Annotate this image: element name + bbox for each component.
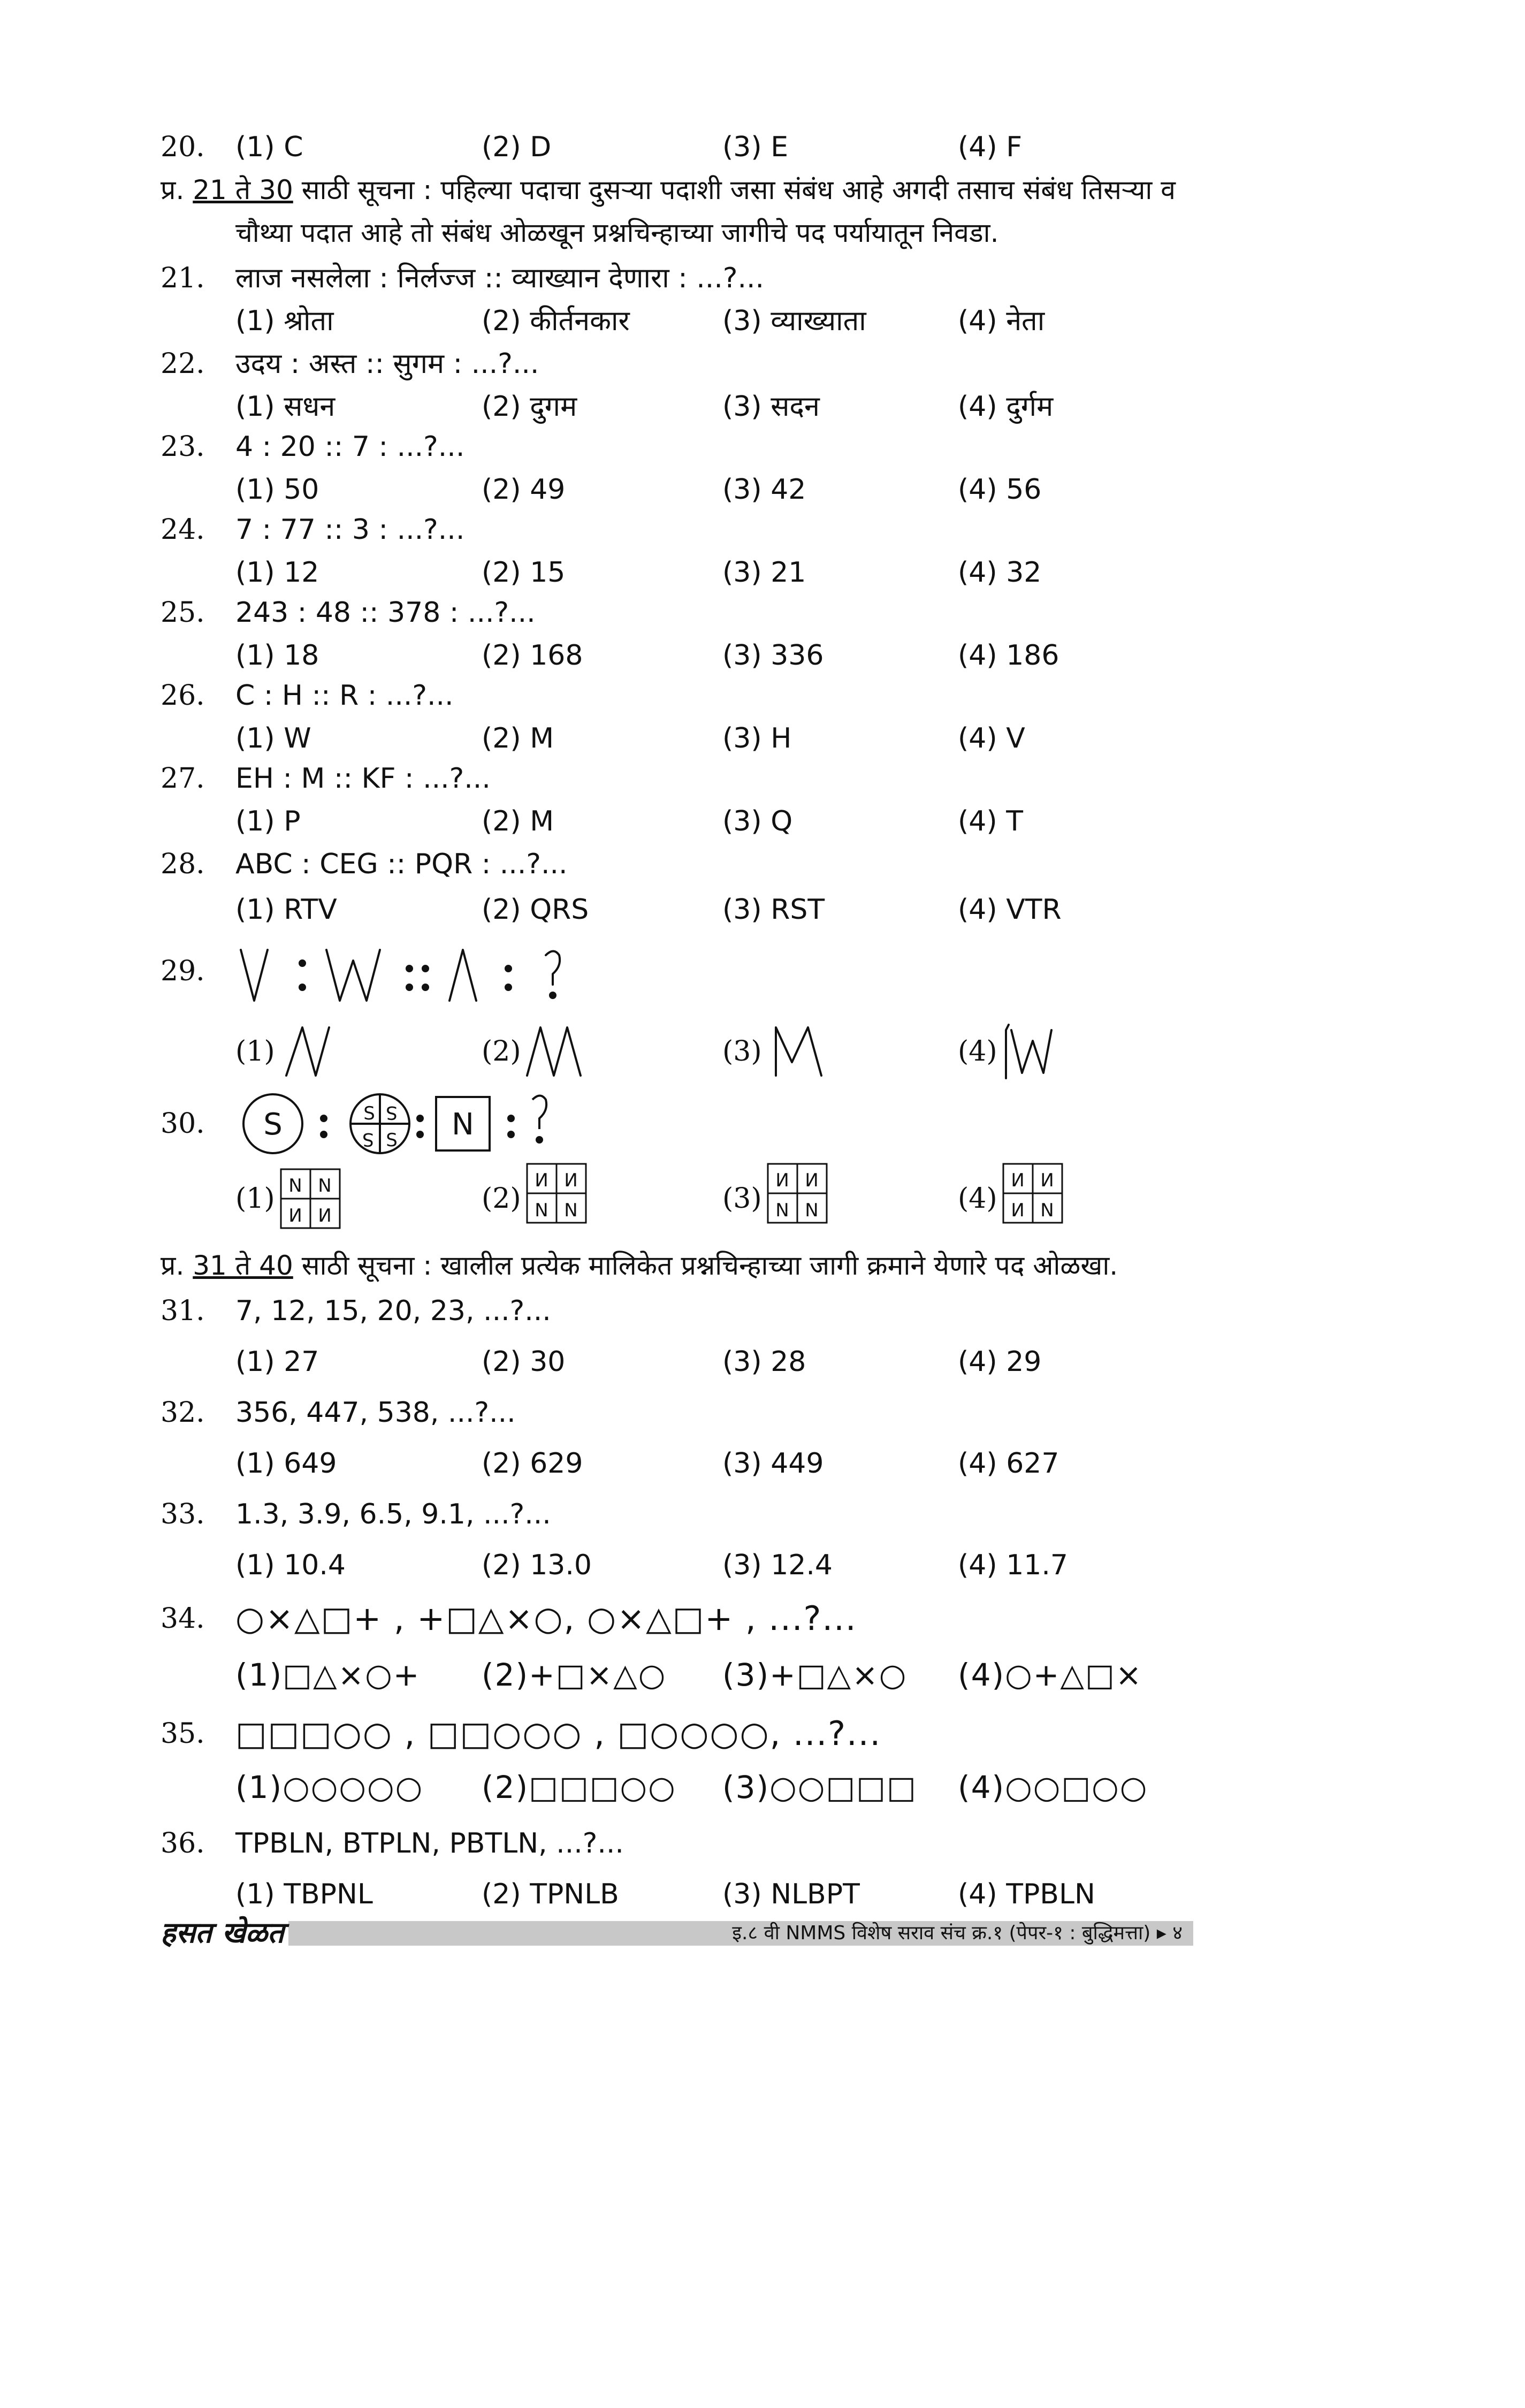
- option-3[interactable]: (3): [722, 1183, 762, 1215]
- option-4[interactable]: (4) T: [958, 805, 1023, 837]
- svg-text:S: S: [386, 1102, 398, 1123]
- option-3[interactable]: (3) Q: [722, 805, 793, 837]
- option-2[interactable]: (2) M: [482, 722, 554, 755]
- option-4[interactable]: (4) 56: [958, 474, 1042, 506]
- q29-option-figures: [235, 1019, 1070, 1084]
- option-4[interactable]: (4) 32: [958, 557, 1042, 589]
- option-4-figure: [1006, 1025, 1009, 1078]
- question-text: 1.3, 3.9, 6.5, 9.1, ...?...: [235, 1498, 551, 1530]
- question-number: 32.: [161, 1397, 205, 1429]
- option-2[interactable]: (2) 168: [482, 639, 583, 672]
- question-number: 26.: [161, 680, 205, 712]
- option-1[interactable]: (1): [235, 1183, 275, 1215]
- question-mark: [546, 951, 560, 985]
- question-number: 33.: [161, 1498, 205, 1530]
- svg-text:N: N: [1040, 1200, 1054, 1221]
- svg-text:N: N: [564, 1170, 578, 1191]
- option-2[interactable]: (2): [482, 1035, 521, 1068]
- question-text: लाज नसलेला : निर्लज्ज :: व्याख्यान देणारा : ...?...: [235, 262, 765, 294]
- instruction-21-30-line2: [235, 217, 998, 249]
- option-2[interactable]: (2) दुगम: [482, 391, 577, 423]
- instruction-prefix: प्र.: [161, 1250, 185, 1281]
- option-4[interactable]: (4) 11.7: [958, 1549, 1068, 1581]
- option-3[interactable]: (3) RST: [722, 894, 825, 926]
- letter-n: N: [452, 1107, 474, 1142]
- question-number: 35.: [161, 1718, 205, 1750]
- option-3[interactable]: (3) 21: [722, 557, 806, 589]
- question-text: उदय : अस्त :: सुगम : ...?...: [235, 348, 539, 380]
- option-3[interactable]: (3) 28: [722, 1346, 806, 1378]
- option-1-figure: [286, 1027, 329, 1076]
- question-text: 7, 12, 15, 20, 23, ...?...: [235, 1295, 551, 1327]
- question-number: 31.: [161, 1295, 205, 1327]
- svg-text:N: N: [1040, 1170, 1054, 1191]
- inverted-v-shape: [449, 950, 476, 1001]
- svg-text:N: N: [775, 1200, 789, 1221]
- option-2[interactable]: (2)□□□○○: [482, 1769, 676, 1805]
- svg-text:N: N: [288, 1205, 302, 1226]
- option-3[interactable]: (3)○○□□□: [722, 1769, 917, 1805]
- svg-text:N: N: [564, 1200, 578, 1221]
- option-1[interactable]: (1) C: [235, 131, 303, 163]
- option-1[interactable]: (1) 10.4: [235, 1549, 346, 1581]
- option-3[interactable]: (3) 12.4: [722, 1549, 833, 1581]
- question-number: 20.: [161, 131, 205, 163]
- option-3[interactable]: (3) व्याख्याता: [722, 305, 866, 337]
- instruction-text-2: चौथ्या पदात आहे तो संबंध ओळखून प्रश्नचिन्हाच्या जागीचे पद पर्यायातून निवडा.: [235, 217, 999, 248]
- option-3[interactable]: (3) सदन: [722, 391, 820, 423]
- question-text: 356, 447, 538, ...?...: [235, 1397, 516, 1429]
- question-number: 25.: [161, 597, 205, 629]
- colon-dot: [300, 985, 305, 990]
- option-2[interactable]: (2)+□×△○: [482, 1657, 667, 1693]
- option-1[interactable]: (1) 27: [235, 1346, 319, 1378]
- option-2[interactable]: (2) 49: [482, 474, 566, 506]
- option-1[interactable]: (1) TBPNL: [235, 1878, 373, 1910]
- v-shape: [241, 950, 268, 1001]
- option-2[interactable]: (2) 30: [482, 1346, 566, 1378]
- instruction-range: 31 ते 40: [193, 1250, 293, 1281]
- option-2[interactable]: (2) 13.0: [482, 1549, 592, 1581]
- option-4[interactable]: (4) TPBLN: [958, 1878, 1095, 1910]
- option-3[interactable]: (3) 42: [722, 474, 806, 506]
- option-2[interactable]: (2): [482, 1183, 521, 1215]
- option-2[interactable]: (2) TPNLB: [482, 1878, 619, 1910]
- option-2[interactable]: (2) D: [482, 131, 552, 163]
- question-number: 30.: [161, 1108, 205, 1140]
- svg-text:N: N: [535, 1170, 548, 1191]
- option-4[interactable]: (4) VTR: [958, 894, 1062, 926]
- option-3[interactable]: (3) H: [722, 722, 792, 755]
- option-2[interactable]: (2) कीर्तनकार: [482, 305, 630, 337]
- question-text: TPBLN, BTPLN, PBTLN, ...?...: [235, 1827, 624, 1860]
- option-3[interactable]: (3) 449: [722, 1447, 824, 1480]
- question-text: 7 : 77 :: 3 : ...?...: [235, 514, 465, 546]
- option-1[interactable]: (1) 649: [235, 1447, 337, 1480]
- svg-text:N: N: [805, 1200, 819, 1221]
- question-text: □□□○○ , □□○○○ , □○○○○, ...?...: [235, 1714, 882, 1753]
- option-2[interactable]: (2) 15: [482, 557, 566, 589]
- instruction-text: साठी सूचना : खालील प्रत्येक मालिकेत प्रश्नचिन्हाच्या जागी क्रमाने येणारे पद ओळखा.: [301, 1250, 1118, 1281]
- letter-s: S: [263, 1107, 283, 1142]
- option-4[interactable]: (4) 186: [958, 639, 1059, 672]
- question-number: 34.: [161, 1603, 205, 1635]
- option-4[interactable]: (4)○○□○○: [958, 1769, 1148, 1805]
- instruction-31-40: [161, 1249, 1118, 1282]
- question-mark: [532, 1096, 546, 1130]
- q30-figure-series: [235, 1086, 610, 1161]
- brand-logo: हसत खेळत: [161, 1911, 288, 1951]
- option-4[interactable]: (4)○+△□×: [958, 1657, 1143, 1693]
- question-number: 22.: [161, 348, 205, 380]
- question-number: 23.: [161, 431, 205, 463]
- option-3[interactable]: (3)+□△×○: [722, 1657, 908, 1693]
- option-3[interactable]: (3): [722, 1035, 762, 1068]
- option-3-figure: [776, 1027, 821, 1076]
- instruction-21-30: [161, 174, 1176, 206]
- option-1[interactable]: (1): [235, 1035, 275, 1068]
- question-text: EH : M :: KF : ...?...: [235, 763, 491, 795]
- svg-text:N: N: [318, 1205, 332, 1226]
- instruction-prefix: प्र.: [161, 174, 185, 205]
- option-4[interactable]: (4) F: [958, 131, 1023, 163]
- option-3[interactable]: (3) 336: [722, 639, 824, 672]
- option-1[interactable]: (1) P: [235, 805, 301, 837]
- w-shape: [326, 950, 380, 1001]
- option-3[interactable]: (3) NLBPT: [722, 1878, 860, 1910]
- option-2[interactable]: (2) M: [482, 805, 554, 837]
- q29-figure-series: [235, 939, 610, 1009]
- option-1[interactable]: (1) 50: [235, 474, 319, 506]
- option-1[interactable]: (1) W: [235, 722, 311, 755]
- svg-text:N: N: [535, 1200, 548, 1221]
- svg-text:S: S: [386, 1130, 398, 1151]
- question-number: 24.: [161, 514, 205, 546]
- option-1[interactable]: (1)□△×○+: [235, 1657, 421, 1693]
- svg-text:N: N: [318, 1175, 332, 1197]
- svg-text:N: N: [1011, 1170, 1025, 1191]
- svg-text:N: N: [288, 1175, 302, 1197]
- option-4[interactable]: (4): [958, 1035, 997, 1068]
- svg-text:N: N: [805, 1170, 819, 1191]
- svg-text:S: S: [362, 1129, 374, 1150]
- question-number: 36.: [161, 1827, 205, 1860]
- question-text: C : H :: R : ...?...: [235, 680, 454, 712]
- option-1[interactable]: (1) सधन: [235, 391, 336, 423]
- option-1[interactable]: (1) RTV: [235, 894, 337, 926]
- option-2[interactable]: (2) QRS: [482, 894, 589, 926]
- option-3[interactable]: (3) E: [722, 131, 789, 163]
- question-text: ○×△□+ , +□△×○, ○×△□+ , ...?...: [235, 1599, 857, 1638]
- option-1[interactable]: (1) 12: [235, 557, 319, 589]
- colon-dot: [300, 961, 305, 966]
- question-number: 29.: [161, 955, 205, 987]
- option-2[interactable]: (2) 629: [482, 1447, 583, 1480]
- instruction-range: 21 ते 30: [193, 174, 293, 205]
- option-2-figure: [527, 1027, 581, 1076]
- option-4[interactable]: (4) दुर्गम: [958, 391, 1054, 423]
- q30-option-figures: [235, 1159, 1092, 1239]
- question-number: 27.: [161, 763, 205, 795]
- svg-text:N: N: [775, 1170, 789, 1191]
- svg-text:S: S: [363, 1103, 375, 1124]
- page-footer: [161, 1915, 1193, 1949]
- option-1[interactable]: (1) श्रोता: [235, 305, 334, 337]
- question-text: 4 : 20 :: 7 : ...?...: [235, 431, 465, 463]
- option-4[interactable]: (4) V: [958, 722, 1025, 755]
- option-1[interactable]: (1)○○○○○: [235, 1769, 424, 1805]
- option-4[interactable]: (4) 627: [958, 1447, 1059, 1480]
- option-4[interactable]: (4) 29: [958, 1346, 1042, 1378]
- svg-text:N: N: [1011, 1200, 1025, 1221]
- instruction-text: साठी सूचना : पहिल्या पदाचा दुसऱ्या पदाशी जसा संबंध आहे अगदी तसाच संबंध तिसऱ्या व: [301, 174, 1176, 205]
- option-1[interactable]: (1) 18: [235, 639, 319, 672]
- question-text: 243 : 48 :: 378 : ...?...: [235, 597, 536, 629]
- question-text: ABC : CEG :: PQR : ...?...: [235, 848, 568, 880]
- option-4[interactable]: (4): [958, 1183, 997, 1215]
- footer-text: इ.८ वी NMMS विशेष सराव संच क्र.१ (पेपर-१ : बुद्धिमत्ता) ▸ ४: [732, 1922, 1183, 1944]
- question-number: 21.: [161, 262, 205, 294]
- question-number: 28.: [161, 848, 205, 880]
- option-4[interactable]: (4) नेता: [958, 305, 1045, 337]
